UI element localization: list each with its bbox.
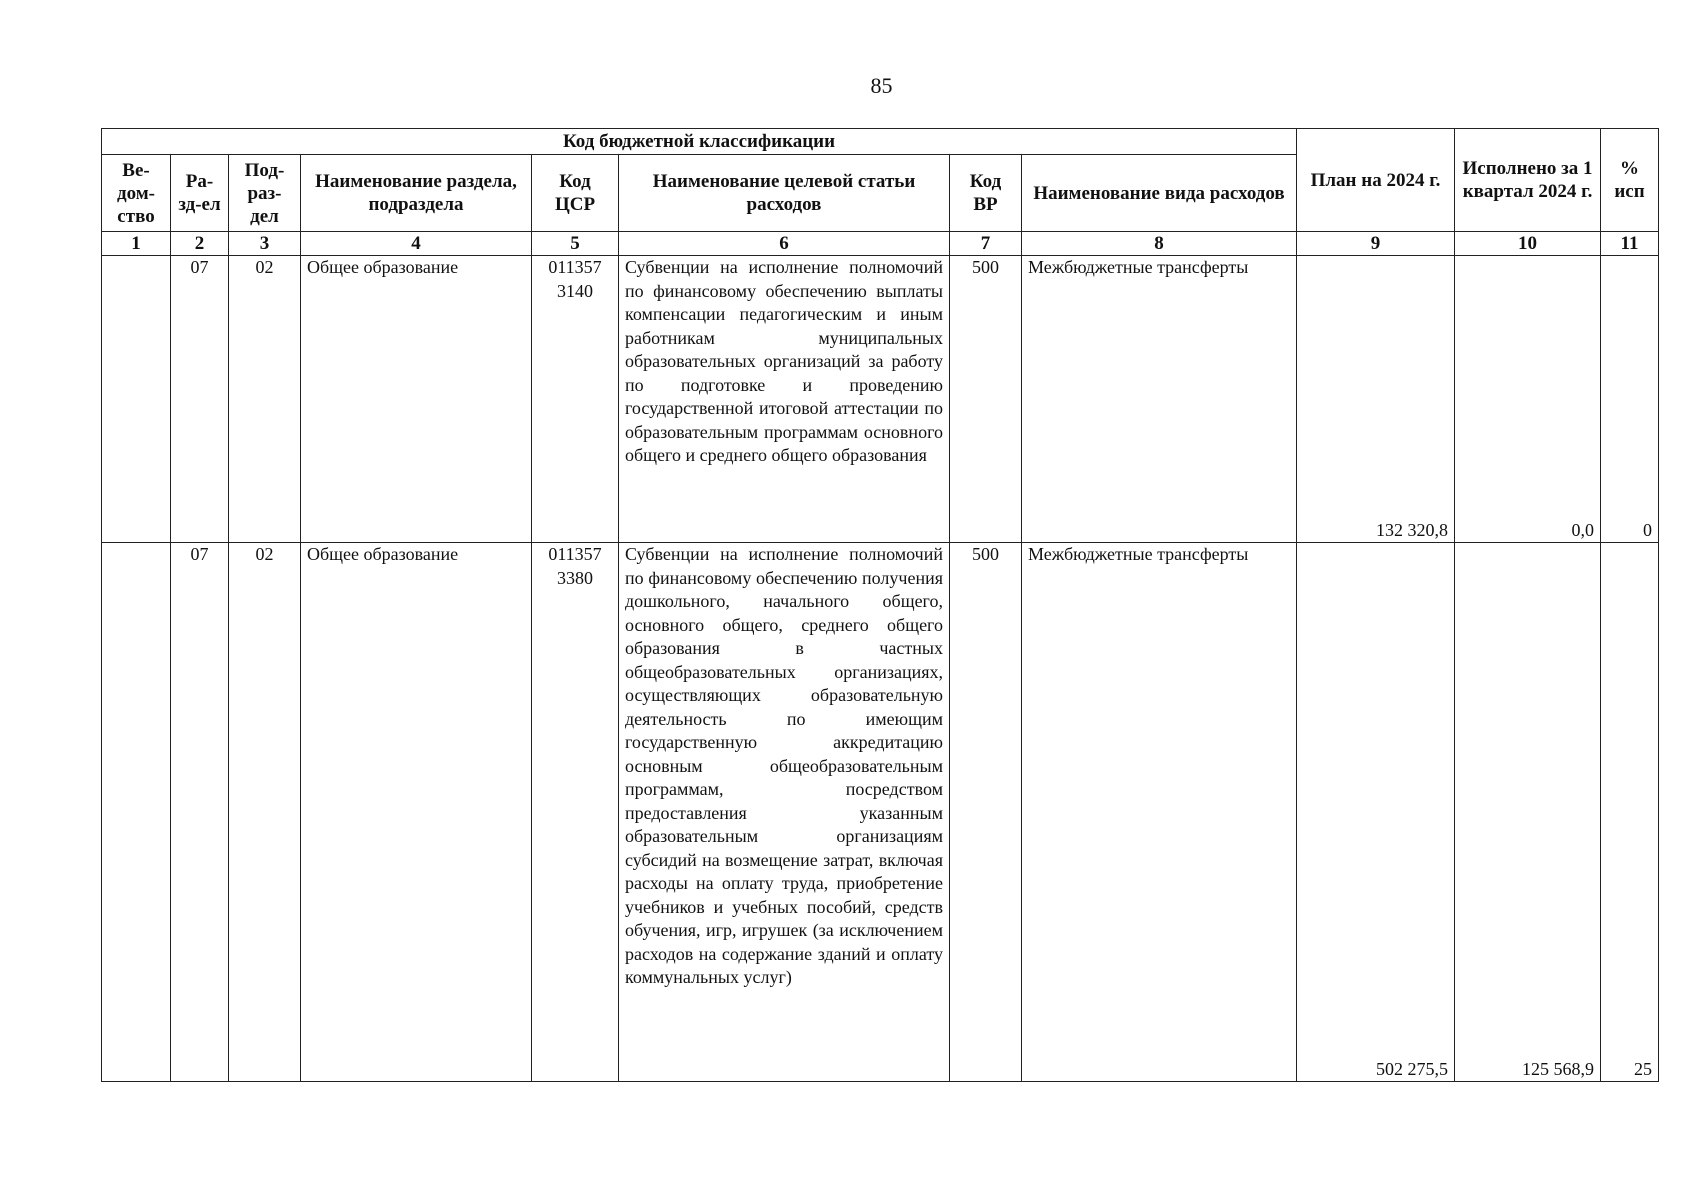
cell-percent: 25 [1601, 543, 1659, 1082]
col-number: 5 [532, 232, 619, 256]
header-col-5: Код ЦСР [532, 155, 619, 232]
cell-vr: 500 [950, 543, 1022, 1082]
col-number: 7 [950, 232, 1022, 256]
cell-vedomstvo [102, 256, 171, 543]
cell-target-name: Субвенции на исполнение полномочий по финансовому обеспечению выплаты компенсации педагогическим и иным работникам муниципальных образовательных организаций за работу по подготовке и проведению государственной итоговой аттестации по образовательным программам основного общего и среднего общего образования [619, 256, 950, 543]
cell-plan: 132 320,8 [1297, 256, 1455, 543]
header-col-2: Ра-зд-ел [171, 155, 229, 232]
cell-podrazdel: 02 [229, 256, 301, 543]
header-group-title: Код бюджетной классификации [102, 129, 1297, 155]
header-col-1: Ве-дом-ство [102, 155, 171, 232]
cell-razdel: 07 [171, 543, 229, 1082]
header-col-11: % исп [1601, 129, 1659, 232]
cell-percent: 0 [1601, 256, 1659, 543]
header-col-8: Наименование вида расходов [1022, 155, 1297, 232]
header-col-7: Код ВР [950, 155, 1022, 232]
cell-vedomstvo [102, 543, 171, 1082]
col-number: 2 [171, 232, 229, 256]
cell-plan: 502 275,5 [1297, 543, 1455, 1082]
page-number: 85 [870, 73, 893, 98]
col-number: 6 [619, 232, 950, 256]
header-col-9: План на 2024 г. [1297, 129, 1455, 232]
header-group-row [102, 129, 1659, 155]
cell-podrazdel: 02 [229, 543, 301, 1082]
cell-executed: 125 568,9 [1455, 543, 1601, 1082]
cell-razdel-name: Общее образование [301, 543, 532, 1082]
cell-vr-name: Межбюджетные трансферты [1022, 543, 1297, 1082]
col-number: 8 [1022, 232, 1297, 256]
header-col-6: Наименование целевой статьи расходов [619, 155, 950, 232]
col-number: 10 [1455, 232, 1601, 256]
cell-razdel: 07 [171, 256, 229, 543]
table-row [102, 543, 1659, 1082]
col-number: 11 [1601, 232, 1659, 256]
col-number: 3 [229, 232, 301, 256]
cell-vr-name: Межбюджетные трансферты [1022, 256, 1297, 543]
col-number: 1 [102, 232, 171, 256]
cell-razdel-name: Общее образование [301, 256, 532, 543]
col-number: 9 [1297, 232, 1455, 256]
cell-executed: 0,0 [1455, 256, 1601, 543]
header-col-4: Наименование раздела, подраздела [301, 155, 532, 232]
header-col-3: Под-раз-дел [229, 155, 301, 232]
cell-csr: 011357 3140 [532, 256, 619, 543]
cell-target-name: Субвенции на исполнение полномочий по финансовому обеспечению получения дошкольного, начального общего, основного общего, среднего общего образования в частных общеобразовательных организациях, осуществляющих образовательную деятельность по имеющим государственную аккредитацию основным общеобразовательным программам, посредством предоставления указанным образовательным организациям субсидий на возмещение затрат, включая расходы на оплату труда, приобретение учебников и учебных пособий, средств обучения, игр, игрушек (за исключением расходов на содержание зданий и оплату коммунальных услуг) [619, 543, 950, 1082]
table-row [102, 256, 1659, 543]
column-number-row [102, 232, 1659, 256]
cell-vr: 500 [950, 256, 1022, 543]
col-number: 4 [301, 232, 532, 256]
budget-table [101, 128, 1659, 1082]
header-col-10: Исполнено за 1 квартал 2024 г. [1455, 129, 1601, 232]
cell-csr: 011357 3380 [532, 543, 619, 1082]
